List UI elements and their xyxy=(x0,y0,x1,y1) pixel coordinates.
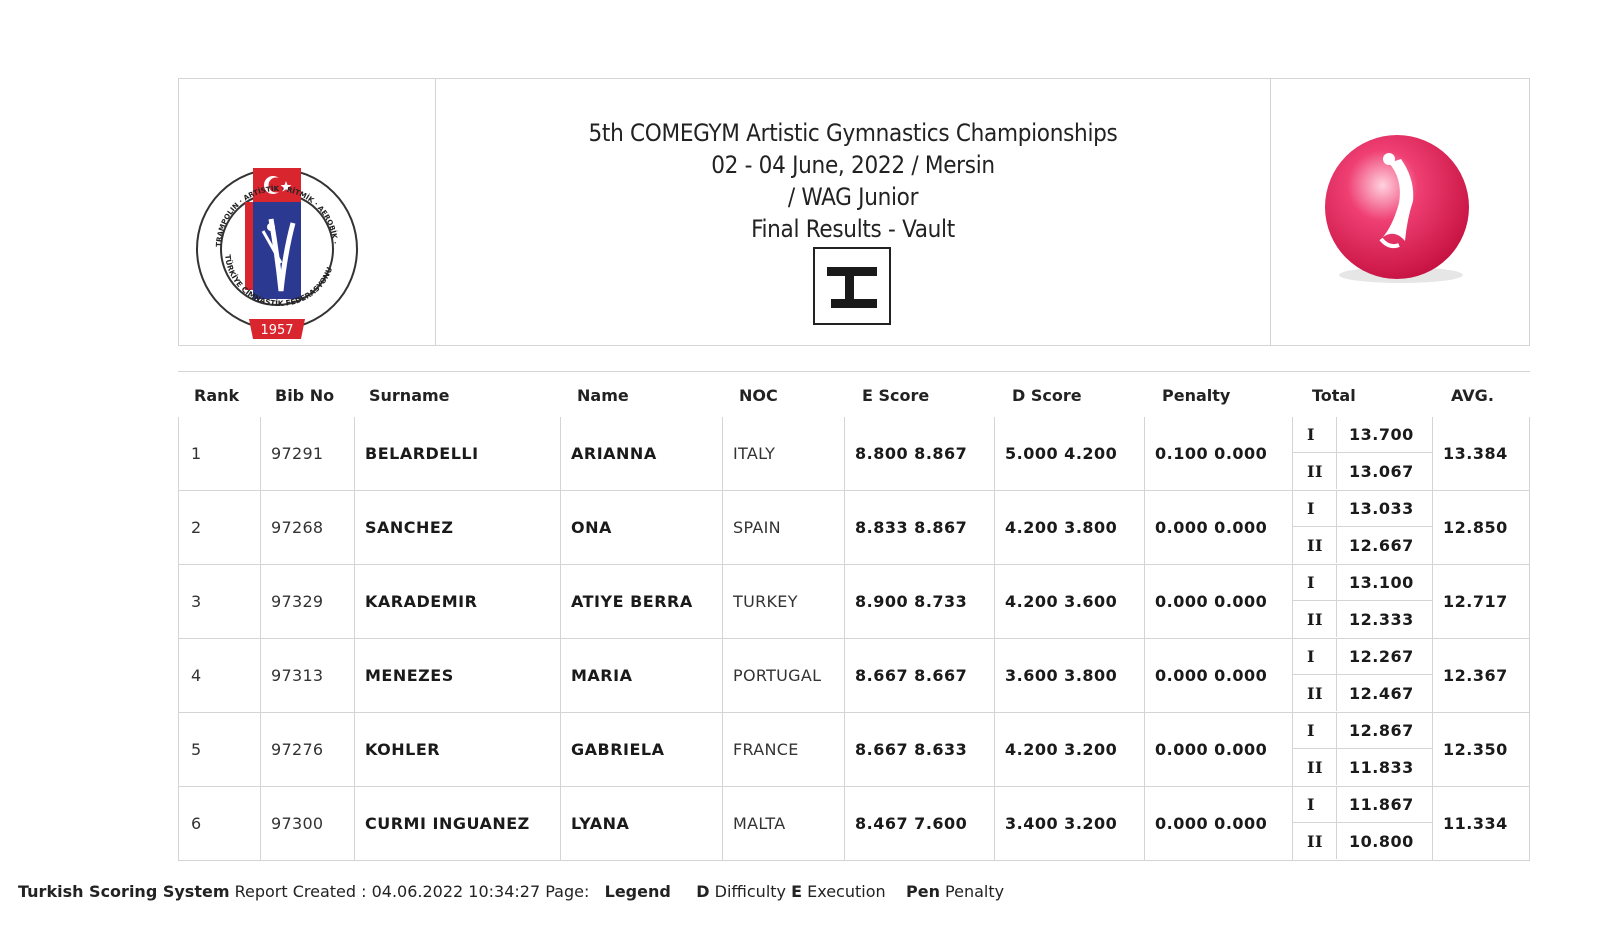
rank-cell: 4 xyxy=(178,639,260,712)
name-cell: ARIANNA xyxy=(560,417,722,490)
penalty-cell: 0.000 0.000 xyxy=(1144,639,1292,712)
vault-total-value: 12.667 xyxy=(1349,535,1414,555)
table-row xyxy=(178,417,1530,491)
vault-total-value: 12.467 xyxy=(1349,683,1414,703)
legend-label: Legend xyxy=(604,882,671,901)
average-cell: 12.367 xyxy=(1432,639,1530,712)
vault-total-value: 12.867 xyxy=(1337,713,1433,749)
results-table xyxy=(178,371,1530,861)
vault-number-label: II xyxy=(1293,675,1337,711)
col-avg: AVG. xyxy=(1451,386,1494,405)
e-score-cell: 8.800 8.867 xyxy=(844,417,994,490)
rank-cell: 2 xyxy=(178,491,260,564)
penalty-cell: 0.000 0.000 xyxy=(1144,787,1292,860)
legend-e-key: E xyxy=(791,882,803,901)
vault-number-label: I xyxy=(1293,491,1337,527)
results-subtitle: Final Results - Vault xyxy=(751,215,955,243)
gymnast-ball-icon xyxy=(1271,79,1533,347)
event-category: / WAG Junior xyxy=(787,183,919,211)
legend-d-text: Difficulty xyxy=(714,882,786,901)
surname-cell: KOHLER xyxy=(354,713,560,786)
table-row xyxy=(178,713,1530,787)
name-cell: ATIYE BERRA xyxy=(560,565,722,638)
d-score-cell: 3.600 3.800 xyxy=(994,639,1144,712)
vault-number-label: I xyxy=(1293,417,1337,453)
total-cell xyxy=(1292,639,1432,712)
federation-logo-panel xyxy=(179,79,436,345)
col-penalty: Penalty xyxy=(1162,386,1231,405)
noc-cell: TURKEY xyxy=(722,565,844,638)
federation-year: 1957 xyxy=(260,323,294,338)
vault-total-value: 11.867 xyxy=(1337,787,1433,823)
report-created: Report Created : 04.06.2022 10:34:27 Page: xyxy=(234,882,590,901)
federation-arc-text: TRAMPOLIN · ARTİSTİK · RİTMİK · AEROBİK · GENEL xyxy=(188,117,340,248)
e-score-cell: 8.667 8.633 xyxy=(844,713,994,786)
results-header xyxy=(178,78,1530,346)
bib-cell: 97268 xyxy=(260,491,354,564)
total-cell xyxy=(1292,417,1432,490)
average-cell: 12.350 xyxy=(1432,713,1530,786)
bib-cell: 97291 xyxy=(260,417,354,490)
vault-number-label: I xyxy=(1293,565,1337,601)
col-name: Name xyxy=(577,386,629,405)
d-score-cell: 4.200 3.200 xyxy=(994,713,1144,786)
col-rank: Rank xyxy=(194,386,240,405)
name-cell: GABRIELA xyxy=(560,713,722,786)
surname-cell: BELARDELLI xyxy=(354,417,560,490)
name-cell: ONA xyxy=(560,491,722,564)
e-score-cell: 8.467 7.600 xyxy=(844,787,994,860)
vault-number-label: I xyxy=(1293,639,1337,675)
average-cell: 12.717 xyxy=(1432,565,1530,638)
average-cell: 12.850 xyxy=(1432,491,1530,564)
e-score-cell: 8.833 8.867 xyxy=(844,491,994,564)
d-score-cell: 5.000 4.200 xyxy=(994,417,1144,490)
noc-cell: SPAIN xyxy=(722,491,844,564)
vault-total-value: 10.800 xyxy=(1349,831,1414,851)
col-bib-no: Bib No xyxy=(275,386,335,405)
vault-number-label: II xyxy=(1293,601,1337,637)
col-d-score: D Score xyxy=(1012,386,1082,405)
col-e-score: E Score xyxy=(862,386,930,405)
penalty-cell: 0.000 0.000 xyxy=(1144,565,1292,638)
rank-cell: 5 xyxy=(178,713,260,786)
bib-cell: 97276 xyxy=(260,713,354,786)
noc-cell: PORTUGAL xyxy=(722,639,844,712)
federation-name-text: TÜRKİYE CİMNASTİK FEDERASYONU xyxy=(223,254,335,309)
d-score-cell: 3.400 3.200 xyxy=(994,787,1144,860)
surname-cell: SANCHEZ xyxy=(354,491,560,564)
vault-total-value: 12.333 xyxy=(1349,609,1414,629)
d-score-cell: 4.200 3.800 xyxy=(994,491,1144,564)
vault-icon xyxy=(813,247,891,325)
col-total: Total xyxy=(1312,386,1356,405)
col-surname: Surname xyxy=(369,386,450,405)
col-noc: NOC xyxy=(739,386,778,405)
surname-cell: CURMI INGUANEZ xyxy=(354,787,560,860)
vault-number-label: II xyxy=(1293,823,1337,859)
noc-cell: ITALY xyxy=(722,417,844,490)
table-row xyxy=(178,787,1530,861)
event-logo-panel xyxy=(1271,79,1529,345)
surname-cell: KARADEMIR xyxy=(354,565,560,638)
table-row xyxy=(178,491,1530,565)
title-block xyxy=(436,117,1270,245)
e-score-cell: 8.900 8.733 xyxy=(844,565,994,638)
surname-cell: MENEZES xyxy=(354,639,560,712)
vault-number-label: II xyxy=(1293,453,1337,489)
bib-cell: 97313 xyxy=(260,639,354,712)
noc-cell: MALTA xyxy=(722,787,844,860)
event-dates-location: 02 - 04 June, 2022 / Mersin xyxy=(711,151,995,179)
total-cell xyxy=(1292,787,1432,860)
name-cell: MARIA xyxy=(560,639,722,712)
legend-pen-text: Penalty xyxy=(945,882,1005,901)
penalty-cell: 0.000 0.000 xyxy=(1144,491,1292,564)
vault-number-label: II xyxy=(1293,749,1337,785)
table-row xyxy=(178,565,1530,639)
d-score-cell: 4.200 3.600 xyxy=(994,565,1144,638)
vault-number-label: I xyxy=(1293,787,1337,823)
championship-title: 5th COMEGYM Artistic Gymnastics Championships xyxy=(588,119,1118,147)
vault-number-label: I xyxy=(1293,713,1337,749)
vault-total-value: 11.833 xyxy=(1349,757,1414,777)
federation-logo xyxy=(179,79,435,347)
bib-cell: 97329 xyxy=(260,565,354,638)
rank-cell: 3 xyxy=(178,565,260,638)
legend-e-text: Execution xyxy=(807,882,886,901)
total-cell xyxy=(1292,491,1432,564)
average-cell: 13.384 xyxy=(1432,417,1530,490)
vault-total-value: 13.033 xyxy=(1337,491,1433,527)
total-cell xyxy=(1292,713,1432,786)
table-row xyxy=(178,639,1530,713)
legend-pen-key: Pen xyxy=(905,882,940,901)
legend-d-key: D xyxy=(696,882,710,901)
average-cell: 11.334 xyxy=(1432,787,1530,860)
rank-cell: 6 xyxy=(178,787,260,860)
vault-total-value: 13.067 xyxy=(1349,461,1414,481)
scoring-system-name: Turkish Scoring System xyxy=(18,882,230,901)
penalty-cell: 0.000 0.000 xyxy=(1144,713,1292,786)
vault-number-label: II xyxy=(1293,527,1337,563)
e-score-cell: 8.667 8.667 xyxy=(844,639,994,712)
title-panel xyxy=(436,79,1271,345)
bib-cell: 97300 xyxy=(260,787,354,860)
report-footer xyxy=(18,882,1004,901)
name-cell: LYANA xyxy=(560,787,722,860)
noc-cell: FRANCE xyxy=(722,713,844,786)
penalty-cell: 0.100 0.000 xyxy=(1144,417,1292,490)
vault-total-value: 13.700 xyxy=(1337,417,1433,453)
rank-cell: 1 xyxy=(178,417,260,490)
vault-total-value: 12.267 xyxy=(1337,639,1433,675)
total-cell xyxy=(1292,565,1432,638)
vault-total-value: 13.100 xyxy=(1337,565,1433,601)
